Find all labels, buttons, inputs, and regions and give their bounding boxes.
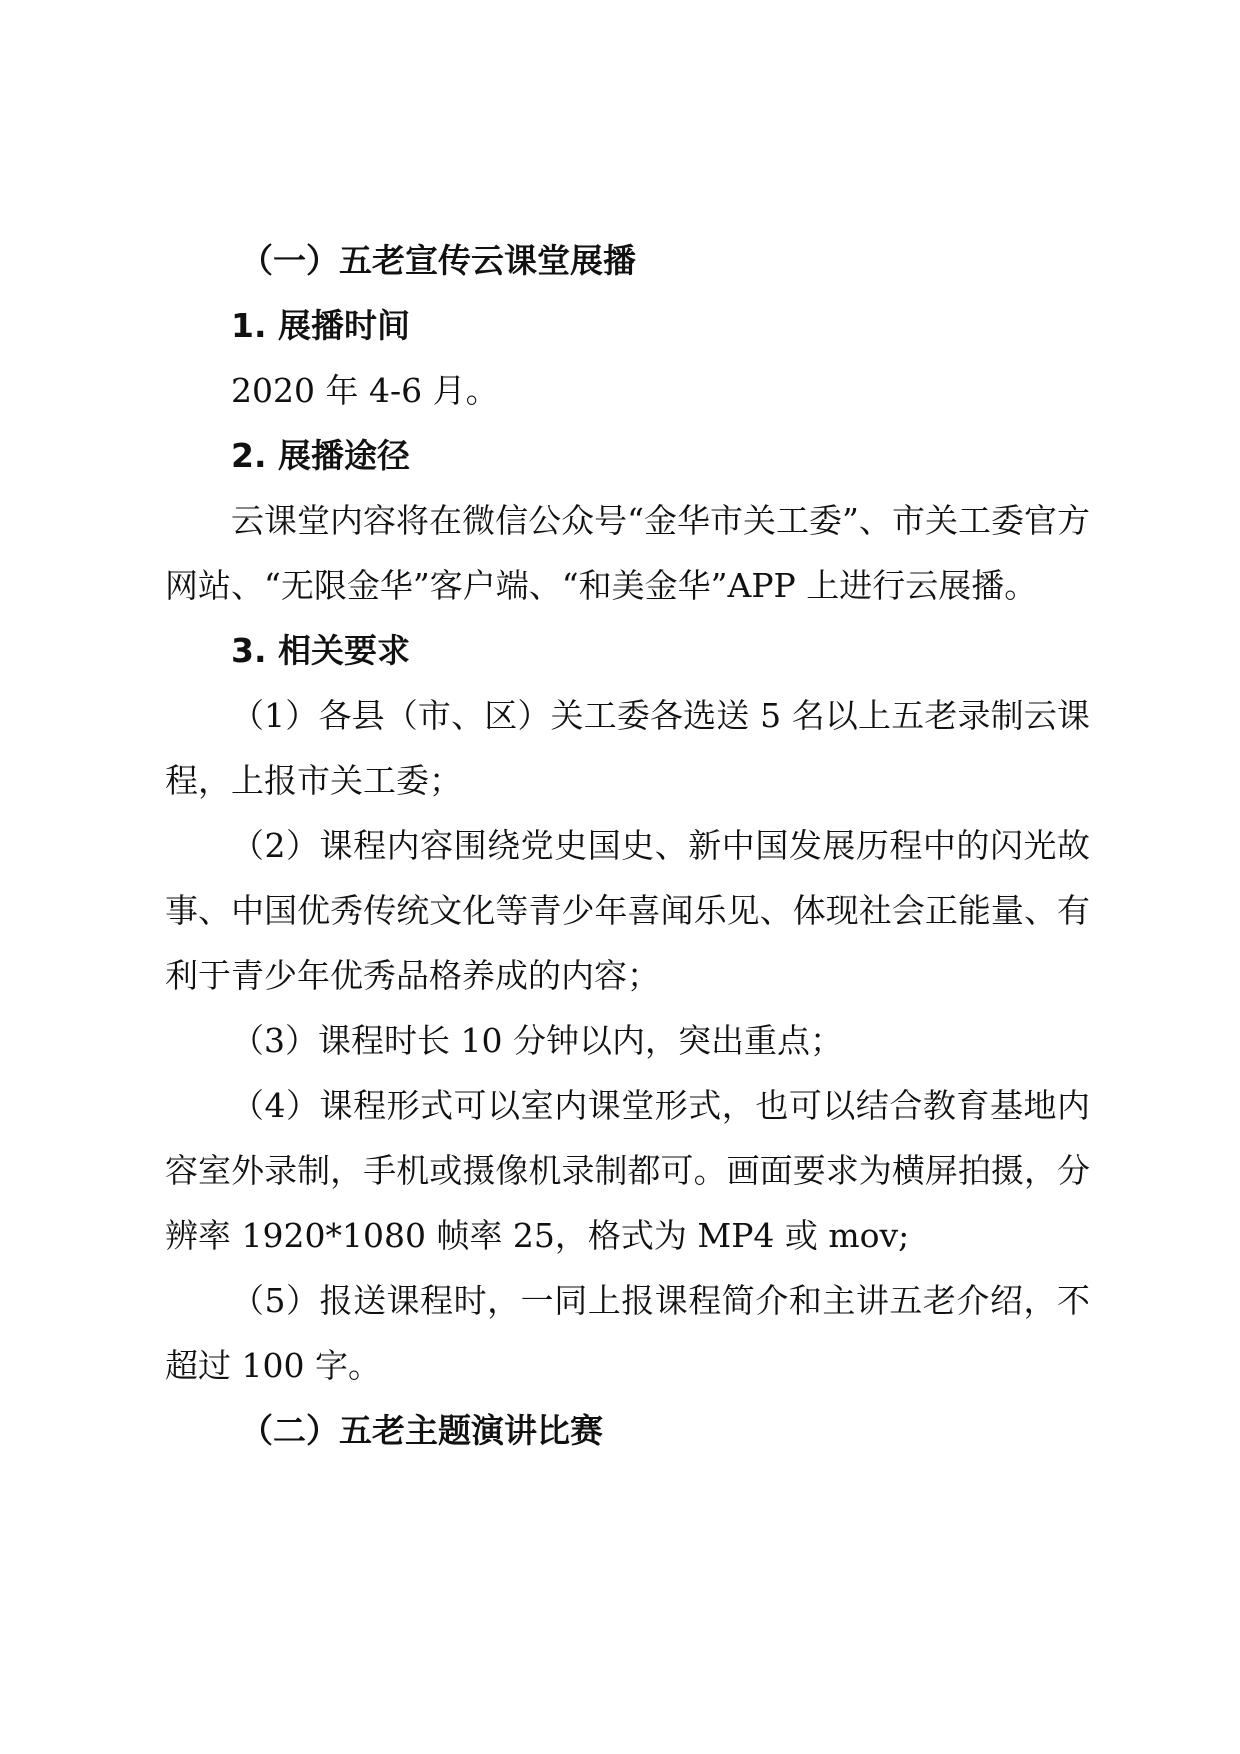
requirement-item: （3）课程时长 10 分钟以内，突出重点； xyxy=(231,1021,843,1060)
subheading-broadcast-time: 1. 展播时间 xyxy=(231,306,410,345)
document-body xyxy=(165,228,1090,1463)
subheading-requirements: 3. 相关要求 xyxy=(231,631,410,670)
requirement-item: （5）报送课程时，一同上报课程简介和主讲五老介绍，不超过 100 字。 xyxy=(165,1281,1090,1385)
subheading-broadcast-channels: 2. 展播途径 xyxy=(231,436,410,475)
section-heading-speech-contest: （二）五老主题演讲比赛 xyxy=(240,1411,603,1450)
requirement-item: （2）课程内容围绕党史国史、新中国发展历程中的闪光故事、中国优秀传统文化等青少年喜闻乐见、体现社会正能量、有利于青少年优秀品格养成的内容； xyxy=(165,826,1090,995)
broadcast-channels-text: 云课堂内容将在微信公众号“金华市关工委”、市关工委官方网站、“无限金华”客户端、“和美金华”APP 上进行云展播。 xyxy=(165,501,1090,605)
broadcast-time-text: 2020 年 4-6 月。 xyxy=(231,371,499,410)
section-heading-cloud-class: （一）五老宣传云课堂展播 xyxy=(240,241,636,280)
requirement-item: （1）各县（市、区）关工委各选送 5 名以上五老录制云课程，上报市关工委； xyxy=(165,696,1090,800)
requirement-item: （4）课程形式可以室内课堂形式，也可以结合教育基地内容室外录制，手机或摄像机录制都可。画面要求为横屏拍摄，分辨率 1920*1080 帧率 25，格式为 MP4 或 mov; xyxy=(165,1086,1090,1255)
